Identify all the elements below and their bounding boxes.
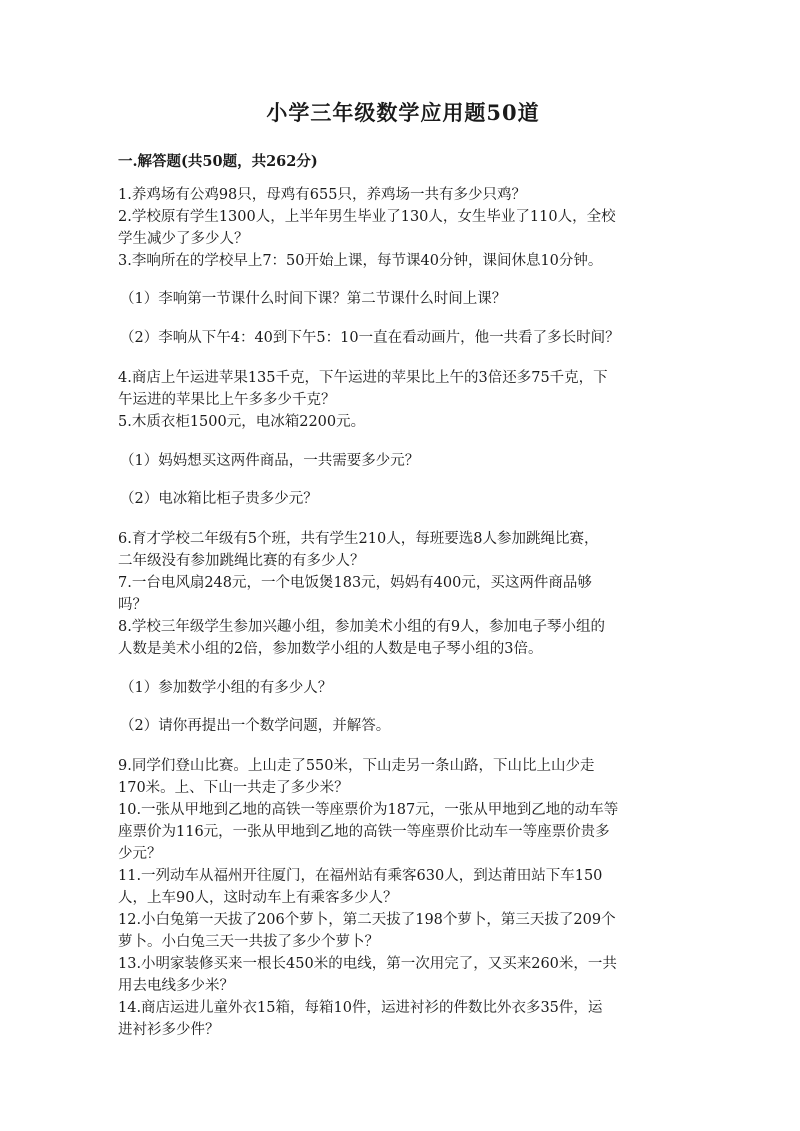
question-11-line-1: 11.一列动车从福州开往厦门，在福州站有乘客630人，到达莆田站下车150 <box>118 868 603 884</box>
page-title: 小学三年级数学应用题50道 <box>266 100 540 125</box>
question-13-line-1: 13.小明家装修买来一根长450米的电线，第一次用完了，又买来260米，一共 <box>118 956 617 972</box>
question-5: 5.木质衣柜1500元，电冰箱2200元。 <box>118 414 366 430</box>
question-7-line-2: 吗？ <box>118 597 147 613</box>
question-4-line-2: 午运进的苹果比上午多多少千克？ <box>118 392 336 408</box>
question-8-part-2: （2）请你再提出一个数学问题，并解答。 <box>120 718 391 734</box>
section-heading: 一.解答题(共50题，共262分) <box>118 153 318 170</box>
question-5-part-2: （2）电冰箱比柜子贵多少元？ <box>120 491 318 507</box>
question-2-line-1: 2.学校原有学生1300人，上半年男生毕业了130人，女生毕业了110人，全校 <box>118 209 616 225</box>
question-5-part-1: （1）妈妈想买这两件商品，一共需要多少元？ <box>120 453 420 469</box>
question-14-line-2: 进衬衫多少件？ <box>118 1022 220 1038</box>
question-2-line-2: 学生减少了多少人？ <box>118 231 249 247</box>
question-11-line-2: 人，上车90人，这时动车上有乘客多少人？ <box>118 890 398 906</box>
question-10-line-1: 10.一张从甲地到乙地的高铁一等座票价为187元，一张从甲地到乙地的动车等 <box>118 802 619 818</box>
question-8-line-2: 人数是美术小组的2倍，参加数学小组的人数是电子琴小组的3倍。 <box>118 641 543 657</box>
question-7-line-1: 7.一台电风扇248元，一个电饭煲183元，妈妈有400元，买这两件商品够 <box>118 575 592 591</box>
question-9-line-2: 170米。上、下山一共走了多少米？ <box>118 780 349 796</box>
question-12-line-2: 萝卜。小白兔三天一共拔了多少个萝卜？ <box>118 934 379 950</box>
question-12-line-1: 12.小白兔第一天拔了206个萝卜，第二天拔了198个萝卜，第三天拔了209个 <box>118 912 616 928</box>
question-3-part-2: （2）李响从下午4：40到下午5：10一直在看动画片，他一共看了多长时间？ <box>120 330 620 346</box>
question-10-line-3: 少元？ <box>118 846 162 862</box>
question-8-part-1: （1）参加数学小组的有多少人？ <box>120 680 333 696</box>
question-10-line-2: 座票价为116元，一张从甲地到乙地的高铁一等座票价比动车一等座票价贵多 <box>118 824 610 840</box>
question-6-line-1: 6.育才学校二年级有5个班，共有学生210人，每班要选8人参加跳绳比赛， <box>118 531 599 547</box>
question-1: 1.养鸡场有公鸡98只，母鸡有655只，养鸡场一共有多少只鸡？ <box>118 187 526 203</box>
question-9-line-1: 9.同学们登山比赛。上山走了550米，下山走另一条山路，下山比上山少走 <box>118 758 595 774</box>
question-13-line-2: 用去电线多少米？ <box>118 978 234 994</box>
question-4-line-1: 4.商店上午运进苹果135千克，下午运进的苹果比上午的3倍还多75千克，下 <box>118 370 608 386</box>
question-8-line-1: 8.学校三年级学生参加兴趣小组，参加美术小组的有9人，参加电子琴小组的 <box>118 619 606 635</box>
question-6-line-2: 二年级没有参加跳绳比赛的有多少人？ <box>118 553 365 569</box>
question-14-line-1: 14.商店运进儿童外衣15箱，每箱10件，运进衬衫的件数比外衣多35件，运 <box>118 1000 603 1016</box>
question-3-part-1: （1）李响第一节课什么时间下课？第二节课什么时间上课？ <box>120 291 507 307</box>
question-3: 3.李响所在的学校早上7：50开始上课，每节课40分钟，课间休息10分钟。 <box>118 253 603 269</box>
